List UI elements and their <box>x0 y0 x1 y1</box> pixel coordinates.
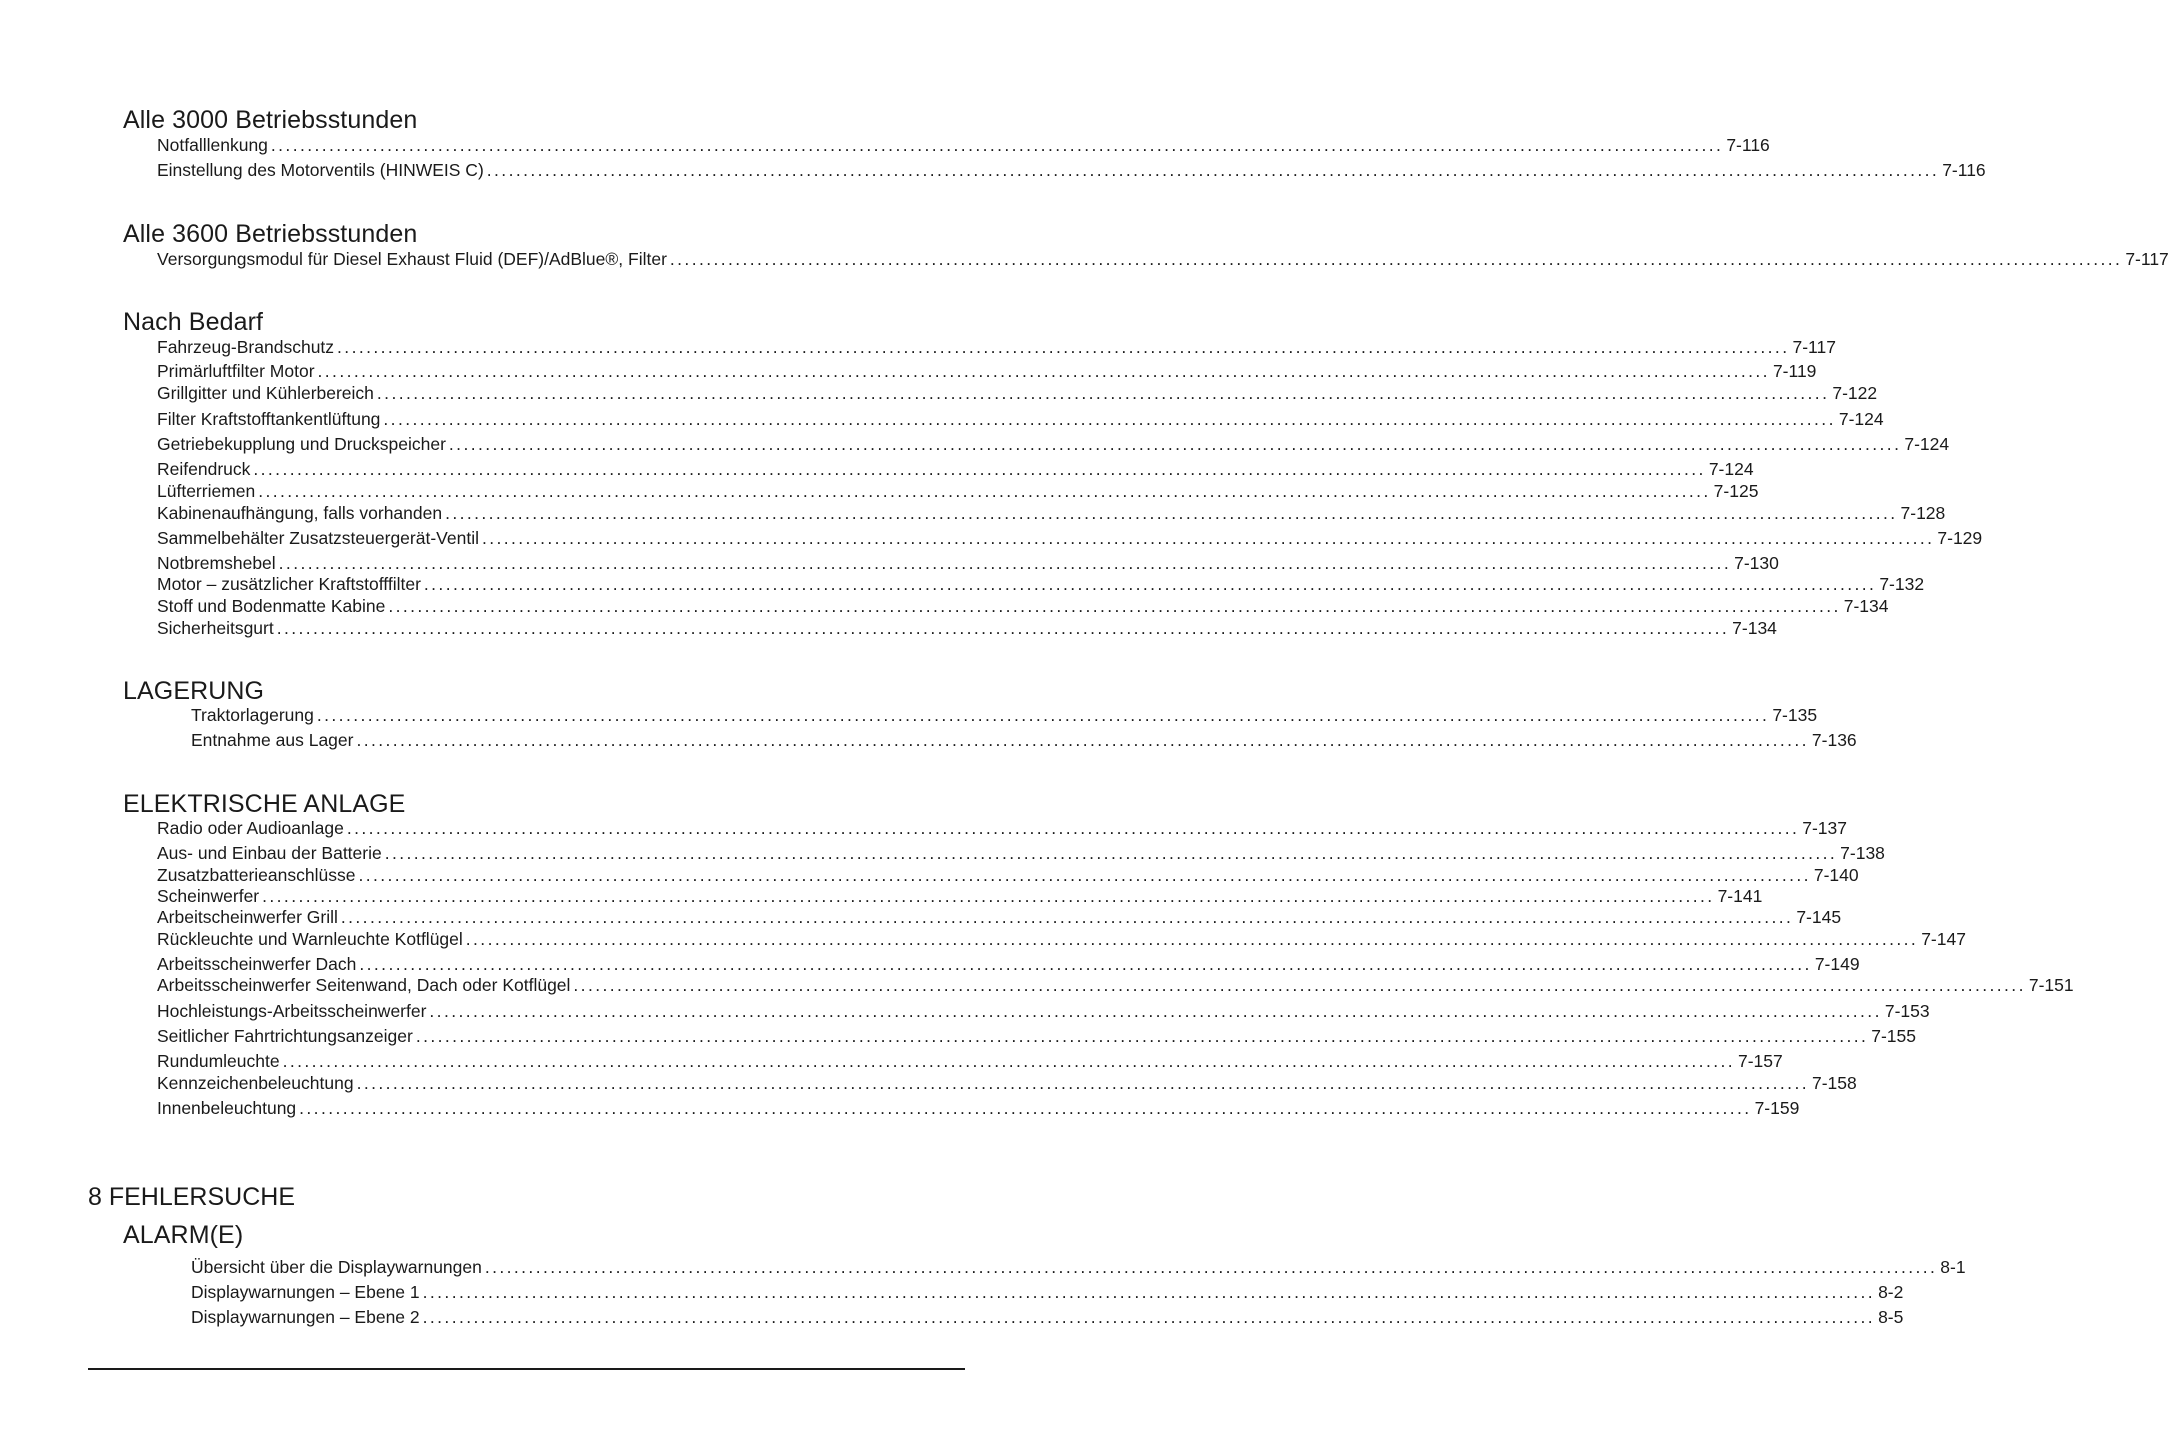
section-heading-elektrische-anlage: ELEKTRISCHE ANLAGE <box>123 790 406 818</box>
toc-entry[interactable] <box>157 159 1986 181</box>
dot-leader: ........................................................................................................................................................................................................ <box>282 1051 1735 1071</box>
dot-leader: ........................................................................................................................................................................................................ <box>340 907 1794 927</box>
toc-entry-page: 7-117 <box>1792 337 1836 357</box>
toc-entry[interactable] <box>157 928 1966 950</box>
toc-entry[interactable] <box>157 617 1777 639</box>
toc-entry[interactable] <box>191 1306 1904 1328</box>
toc-entry[interactable] <box>157 527 1983 549</box>
toc-entry-page: 7-155 <box>1871 1026 1917 1046</box>
toc-entry-page: 7-116 <box>1942 160 1986 180</box>
dot-leader: ........................................................................................................................................................................................................ <box>253 459 1706 479</box>
toc-entry[interactable] <box>157 864 1859 886</box>
toc-entry-page: 7-124 <box>1838 409 1884 429</box>
dot-leader: ........................................................................................................................................................................................................ <box>278 553 1732 573</box>
toc-entry-page: 7-128 <box>1900 503 1946 523</box>
toc-entry-label: Reifendruck <box>157 459 251 479</box>
toc-entry[interactable] <box>157 408 1884 430</box>
toc-entry-label: Kennzeichenbeleuchtung <box>157 1073 354 1093</box>
toc-entry-label: Einstellung des Motorventils (HINWEIS C) <box>157 160 484 180</box>
toc-entry-label: Entnahme aus Lager <box>191 730 354 750</box>
dot-leader: ........................................................................................................................................................................................................ <box>481 528 1935 548</box>
dot-leader: ........................................................................................................................................................................................................ <box>384 843 1838 863</box>
dot-leader: ........................................................................................................................................................................................................ <box>383 409 1836 429</box>
dot-leader: ........................................................................................................................................................................................................ <box>358 865 1811 885</box>
toc-entry[interactable] <box>191 704 1818 726</box>
dot-leader: ........................................................................................................................................................................................................ <box>270 135 1724 155</box>
toc-entry[interactable] <box>157 1000 1930 1022</box>
toc-entry-page: 7-122 <box>1832 383 1878 403</box>
toc-entry-label: Kabinenaufhängung, falls vorhanden <box>157 503 443 523</box>
toc-entry-label: Rundumleuchte <box>157 1051 280 1071</box>
dot-leader: ........................................................................................................................................................................................................ <box>346 818 1800 838</box>
toc-entry[interactable] <box>157 885 1763 907</box>
dot-leader: ........................................................................................................................................................................................................ <box>356 1073 1809 1093</box>
dot-leader: ........................................................................................................................................................................................................ <box>429 1001 1882 1021</box>
toc-entry[interactable] <box>157 360 1817 382</box>
toc-entry[interactable] <box>157 1072 1857 1094</box>
toc-entry[interactable] <box>157 248 2169 270</box>
toc-entry-label: Aus- und Einbau der Batterie <box>157 843 382 863</box>
toc-entry-page: 7-135 <box>1772 705 1818 725</box>
toc-entry-label: Grillgitter und Kühlerbereich <box>157 383 374 403</box>
toc-entry[interactable] <box>157 502 1946 524</box>
section-heading-3600: Alle 3600 Betriebsstunden <box>123 220 418 248</box>
toc-entry[interactable] <box>157 1097 1800 1119</box>
toc-entry[interactable] <box>157 336 1836 358</box>
toc-entry-label: Sicherheitsgurt <box>157 618 274 638</box>
toc-entry-label: Sammelbehälter Zusatzsteuergerät-Ventil <box>157 528 479 548</box>
dot-leader: ........................................................................................................................................................................................................ <box>376 383 1830 403</box>
dot-leader: ........................................................................................................................................................................................................ <box>573 975 2026 995</box>
dot-leader: ........................................................................................................................................................................................................ <box>465 929 1919 949</box>
dot-leader: ........................................................................................................................................................................................................ <box>299 1098 1752 1118</box>
dot-leader: ........................................................................................................................................................................................................ <box>422 1307 1876 1327</box>
toc-entry-label: Übersicht über die Displaywarnungen <box>191 1257 482 1277</box>
footer-rule <box>88 1368 965 1370</box>
toc-entry-page: 7-117 <box>2125 249 2169 269</box>
dot-leader: ........................................................................................................................................................................................................ <box>415 1026 1869 1046</box>
section-heading-alarme: ALARM(E) <box>123 1221 244 1249</box>
toc-entry[interactable] <box>157 382 1878 404</box>
toc-entry-label: Zusatzbatterieanschlüsse <box>157 865 356 885</box>
section-heading-nach-bedarf: Nach Bedarf <box>123 308 264 336</box>
toc-entry-page: 7-116 <box>1726 135 1770 155</box>
toc-entry-page: 7-153 <box>1884 1001 1930 1021</box>
toc-entry-page: 7-140 <box>1813 865 1859 885</box>
dot-leader: ........................................................................................................................................................................................................ <box>448 434 1902 454</box>
toc-entry-label: Getriebekupplung und Druckspeicher <box>157 434 446 454</box>
toc-entry-label: Hochleistungs-Arbeitsscheinwerfer <box>157 1001 427 1021</box>
dot-leader: ........................................................................................................................................................................................................ <box>316 705 1770 725</box>
toc-entry-label: Seitlicher Fahrtrichtungsanzeiger <box>157 1026 413 1046</box>
dot-leader: ........................................................................................................................................................................................................ <box>669 249 2123 269</box>
toc-entry[interactable] <box>157 134 1770 156</box>
toc-entry-page: 7-141 <box>1717 886 1763 906</box>
toc-entry-page: 7-124 <box>1708 459 1754 479</box>
toc-entry-label: Notbremshebel <box>157 553 276 573</box>
toc-entry-page: 7-136 <box>1811 730 1857 750</box>
toc-entry-label: Arbeitsscheinwerfer Seitenwand, Dach oder Kotflügel <box>157 975 571 995</box>
toc-entry-page: 7-124 <box>1904 434 1950 454</box>
toc-entry-label: Versorgungsmodul für Diesel Exhaust Fluid (DEF)/AdBlue®, Filter <box>157 249 667 269</box>
toc-entry-page: 7-134 <box>1843 596 1889 616</box>
toc-entry-label: Displaywarnungen – Ebene 2 <box>191 1307 420 1327</box>
toc-entry-label: Arbeitscheinwerfer Grill <box>157 907 338 927</box>
dot-leader: ........................................................................................................................................................................................................ <box>486 160 1940 180</box>
dot-leader: ........................................................................................................................................................................................................ <box>337 337 1790 357</box>
toc-entry-label: Scheinwerfer <box>157 886 260 906</box>
toc-entry-page: 7-137 <box>1802 818 1848 838</box>
toc-entry-label: Displaywarnungen – Ebene 1 <box>191 1282 420 1302</box>
toc-entry-label: Radio oder Audioanlage <box>157 818 344 838</box>
toc-entry-label: Fahrzeug-Brandschutz <box>157 337 335 357</box>
toc-entry-label: Notfalllenkung <box>157 135 268 155</box>
toc-entry[interactable] <box>157 480 1759 502</box>
toc-entry-label: Innenbeleuchtung <box>157 1098 297 1118</box>
section-heading-3000: Alle 3000 Betriebsstunden <box>123 106 418 134</box>
toc-entry-page: 7-119 <box>1772 361 1817 381</box>
toc-entry-page: 7-151 <box>2028 975 2074 995</box>
toc-entry-page: 8-2 <box>1878 1282 1904 1302</box>
dot-leader: ........................................................................................................................................................................................................ <box>388 596 1841 616</box>
toc-entry[interactable] <box>191 1256 1966 1278</box>
dot-leader: ........................................................................................................................................................................................................ <box>356 730 1809 750</box>
toc-entry[interactable] <box>157 595 1889 617</box>
toc-entry-page: 7-145 <box>1796 907 1842 927</box>
toc-entry-label: Rückleuchte und Warnleuchte Kotflügel <box>157 929 463 949</box>
toc-entry[interactable] <box>157 458 1754 480</box>
toc-entry[interactable] <box>157 953 1860 975</box>
toc-entry-page: 7-149 <box>1814 954 1860 974</box>
toc-entry-label: Arbeitsscheinwerfer Dach <box>157 954 357 974</box>
toc-entry[interactable] <box>157 817 1848 839</box>
toc-entry-label: Filter Kraftstofftankentlüftung <box>157 409 381 429</box>
toc-entry[interactable] <box>157 906 1842 928</box>
dot-leader: ........................................................................................................................................................................................................ <box>423 574 1877 594</box>
toc-entry[interactable] <box>157 573 1925 595</box>
dot-leader: ........................................................................................................................................................................................................ <box>484 1257 1938 1277</box>
toc-entry[interactable] <box>157 433 1950 455</box>
toc-entry-label: Stoff und Bodenmatte Kabine <box>157 596 386 616</box>
toc-entry-label: Traktorlagerung <box>191 705 314 725</box>
toc-entry[interactable] <box>157 1025 1917 1047</box>
toc-entry[interactable] <box>157 1050 1783 1072</box>
toc-entry-page: 7-147 <box>1921 929 1966 949</box>
toc-entry-page: 8-1 <box>1940 1257 1966 1277</box>
toc-entry[interactable] <box>191 729 1857 751</box>
dot-leader: ........................................................................................................................................................................................................ <box>317 361 1770 381</box>
section-heading-lagerung: LAGERUNG <box>123 677 265 705</box>
dot-leader: ........................................................................................................................................................................................................ <box>359 954 1812 974</box>
dot-leader: ........................................................................................................................................................................................................ <box>422 1282 1876 1302</box>
toc-entry-page: 7-129 <box>1937 528 1983 548</box>
toc-entry-page: 7-159 <box>1754 1098 1800 1118</box>
toc-entry[interactable] <box>157 842 1885 864</box>
toc-entry-label: Lüfterriemen <box>157 481 256 501</box>
toc-entry-page: 7-158 <box>1811 1073 1857 1093</box>
toc-entry-page: 7-125 <box>1713 481 1759 501</box>
toc-entry-label: Motor – zusätzlicher Kraftstofffilter <box>157 574 421 594</box>
toc-entry-page: 8-5 <box>1878 1307 1904 1327</box>
dot-leader: ........................................................................................................................................................................................................ <box>276 618 1730 638</box>
dot-leader: ........................................................................................................................................................................................................ <box>258 481 1711 501</box>
toc-entry[interactable] <box>157 552 1779 574</box>
dot-leader: ........................................................................................................................................................................................................ <box>445 503 1898 523</box>
toc-entry[interactable] <box>157 974 2074 996</box>
dot-leader: ........................................................................................................................................................................................................ <box>262 886 1715 906</box>
toc-entry-page: 7-134 <box>1732 618 1777 638</box>
toc-entry-label: Primärluftfilter Motor <box>157 361 315 381</box>
toc-entry-page: 7-130 <box>1734 553 1779 573</box>
toc-entry-page: 7-132 <box>1879 574 1925 594</box>
toc-entry[interactable] <box>191 1281 1904 1303</box>
chapter-heading-fehlersuche: 8 FEHLERSUCHE <box>88 1183 295 1211</box>
toc-entry-page: 7-157 <box>1738 1051 1783 1071</box>
toc-entry-page: 7-138 <box>1840 843 1885 863</box>
